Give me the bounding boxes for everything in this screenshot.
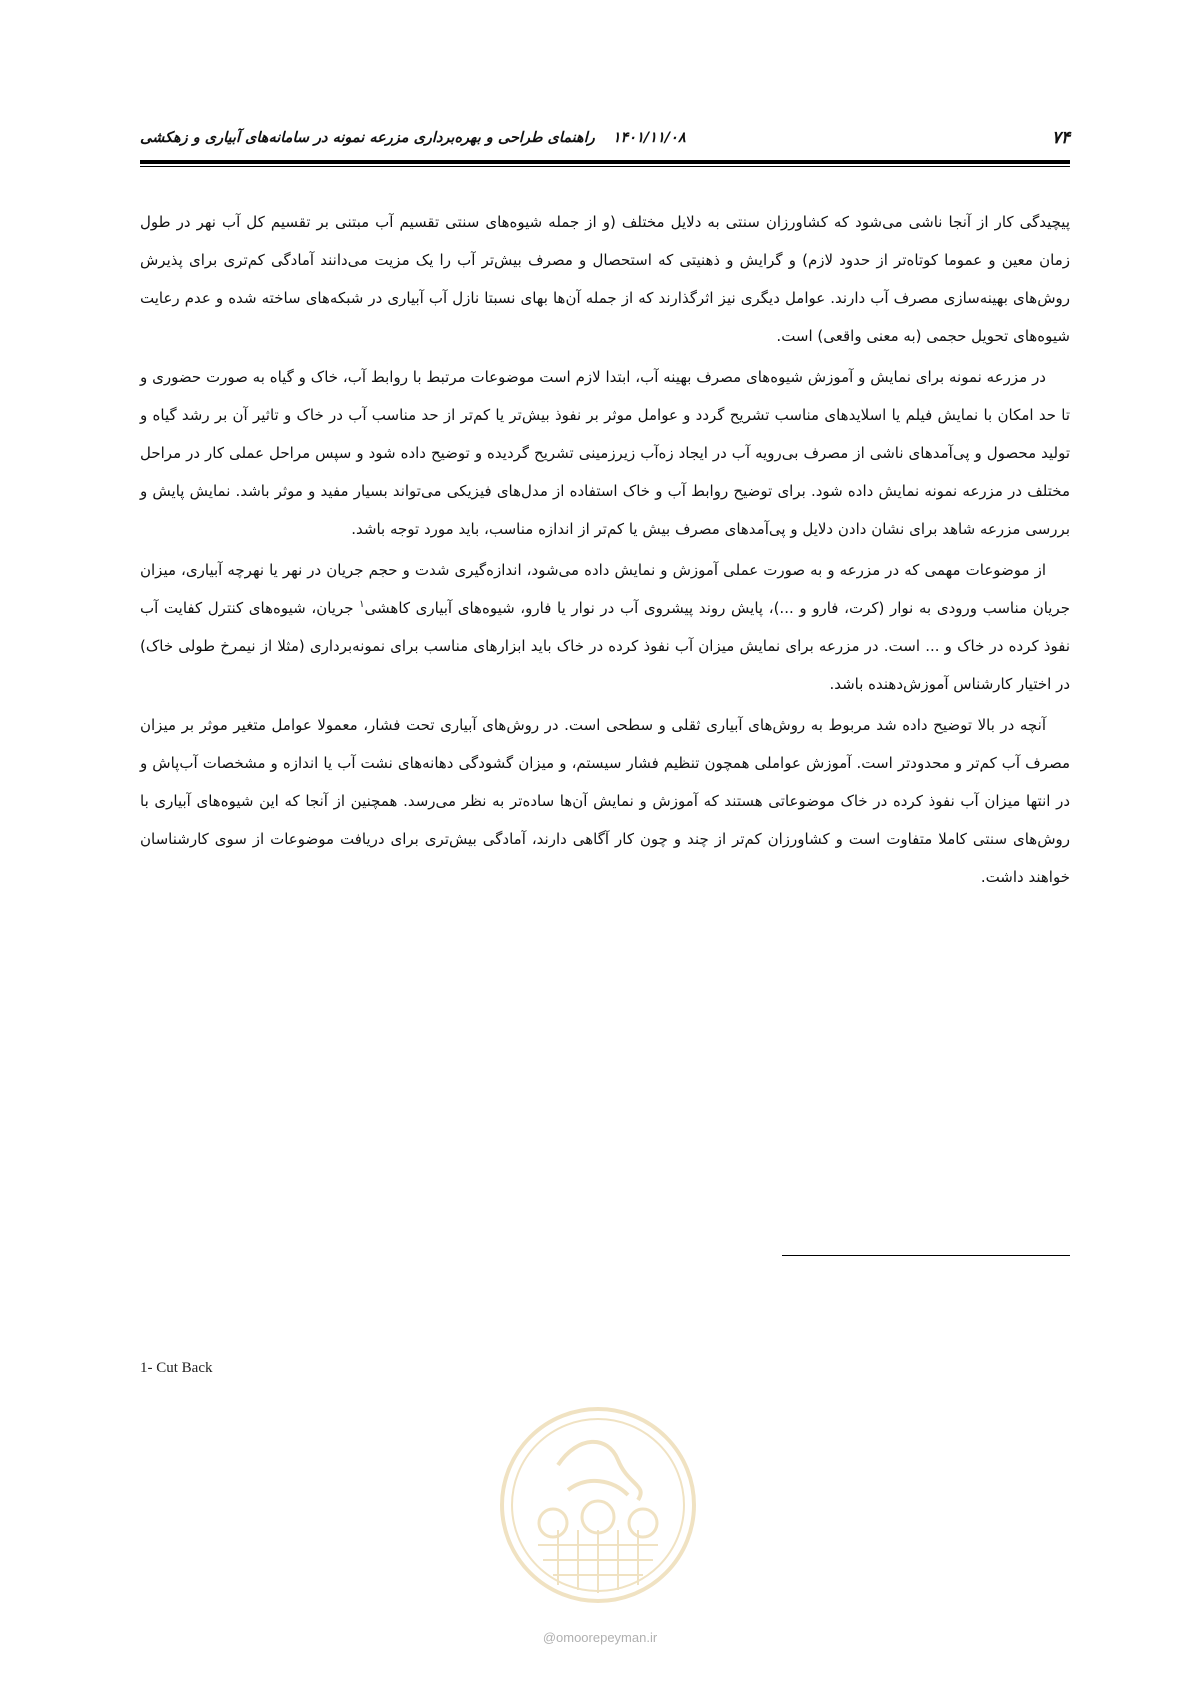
footnote-rule bbox=[782, 1255, 1070, 1256]
seal-people-icon bbox=[582, 1501, 614, 1533]
seal-hand-icon bbox=[629, 1509, 657, 1537]
running-title bbox=[140, 130, 686, 146]
footnote-marker[interactable]: ۱ bbox=[359, 599, 365, 610]
header-title-text: راهنمای طراحی و بهره‌برداری مزرعه نمونه در سامانه‌های آبیاری و زهکشی bbox=[140, 130, 595, 146]
page-header bbox=[140, 128, 1070, 154]
paragraph-3-before: از موضوعات مهمی که در مزرعه و به صورت عملی آموزش و نمایش داده می‌شود، اندازه‌گیری شدت و حجم جریان در نهر یا نهرچه آبیاری، میزان جریان مناسب ورودی به نوار (کرت، فارو و ...)، پایش روند پیشروی آب در نوار یا فارو، شیوه‌های آبیاری کاهشی bbox=[140, 561, 1071, 617]
page-number: ۷۴ bbox=[1051, 128, 1070, 148]
body-text bbox=[140, 203, 1070, 899]
paragraph-1: پیچیدگی کار از آنجا ناشی می‌شود که کشاورزان سنتی به دلایل مختلف (و از جمله شیوه‌های سنتی تقسیم آب مبتنی بر تقسیم کل آب نهر در طول زمان معین و عموما کوتاه‌تر از حدود لازم) و گرایش و ذهنیتی که استحصال و مصرف بیش‌تر آب را یک مزیت می‌دانند آمادگی کم‌تری برای پذیرش روش‌های بهینه‌سازی مصرف آب دارند. عوامل دیگری نیز اثرگذارند که از جمله آن‌ها بهای نسبتا نازل آب آبیاری در شبکه‌های ساخته شده و عدم رعایت شیوه‌های تحویل حجمی (به معنی واقعی) است. bbox=[140, 213, 1070, 345]
paragraph-2: در مزرعه نمونه برای نمایش و آموزش شیوه‌های مصرف بهینه آب، ابتدا لازم است موضوعات مرتبط با روابط آب، خاک و گیاه به صورت حضوری و تا حد امکان با نمایش فیلم یا اسلایدهای مناسب تشریح گردد و عوامل موثر بر نفوذ بیش‌تر یا کم‌تر از حد مناسب آب در خاک و تاثیر آن بر رشد گیاه و تولید محصول و پی‌آمدهای ناشی از مصرف بی‌رویه آب در ایجاد زه‌آب زیرزمینی تشریح گردیده و توضیح داده شود و سپس مراحل عملی کار در مراحل مختلف در مزرعه نمونه نمایش داده شود. برای توضیح روابط آب و خاک استفاده از مدل‌های فیزیکی می‌تواند بسیار مفید و موثر باشد. نمایش پایش و بررسی مزرعه شاهد برای نشان دادن دلایل و پی‌آمدهای مصرف بیش یا کم‌تر از اندازه مناسب، باید مورد توجه باشد. bbox=[140, 368, 1070, 538]
watermark-url: @omoorepeyman.ir bbox=[542, 1630, 658, 1645]
seal-grid-icon bbox=[538, 1530, 658, 1593]
watermark-seal-logo bbox=[498, 1405, 698, 1605]
header-rule-thin bbox=[140, 166, 1070, 167]
paragraph-3-after: جریان، شیوه‌های کنترل کفایت آب نفوذ کرده در خاک و ... است. در مزرعه برای نمایش میزان آب نفوذ کرده در خاک باید ابزارهای مناسب برای نمونه‌برداری (مثلا از نیمرخ طولی خاک) در اختیار کارشناس آموزش‌دهنده باشد. bbox=[140, 599, 1070, 693]
header-date: ۱۴۰۱/۱۱/۰۸ bbox=[612, 130, 686, 146]
footnote-text: 1- Cut Back bbox=[140, 1360, 213, 1376]
header-rule bbox=[140, 160, 1070, 164]
paragraph-4: آنچه در بالا توضیح داده شد مربوط به روش‌های آبیاری ثقلی و سطحی است. در روش‌های آبیاری تحت فشار، معمولا عوامل متغیر موثر بر میزان مصرف آب کم‌تر و محدودتر است. آموزش عواملی همچون تنظیم فشار سیستم، و میزان گشودگی دهانه‌های نشت آب یا اندازه و مشخصات آب‌پاش و در انتها میزان آب نفوذ کرده در خاک موضوعاتی هستند که آموزش و نمایش آن‌ها ساده‌تر به نظر می‌رسد. همچنین از آنجا که این شیوه‌های آبیاری با روش‌های سنتی کاملا متفاوت است و کشاورزان کم‌تر از چند و چون کار آگاهی دارند، آمادگی بیش‌تری برای دریافت موضوعات از سوی کارشناسان خواهند داشت. bbox=[140, 716, 1070, 886]
paragraph-3 bbox=[140, 551, 1070, 703]
seal-scale-icon bbox=[539, 1509, 567, 1537]
seal-script-mark bbox=[558, 1442, 641, 1500]
